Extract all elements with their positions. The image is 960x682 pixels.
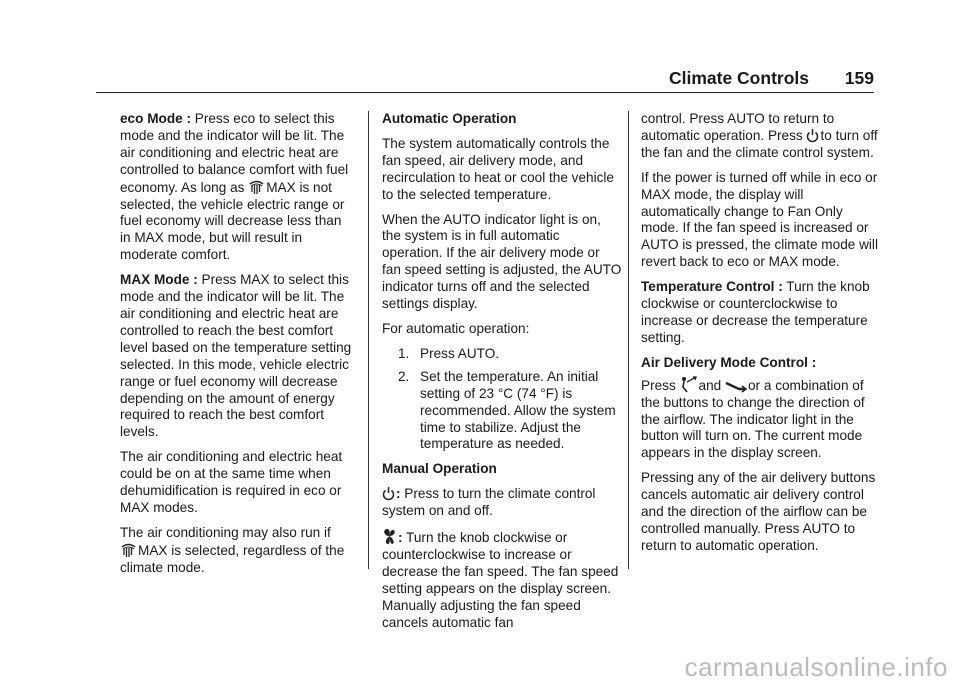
column-right bbox=[641, 111, 879, 563]
floor-mode-icon bbox=[725, 380, 747, 393]
eco-mode-label: eco Mode : bbox=[120, 111, 191, 126]
eco-mode-paragraph bbox=[120, 111, 352, 264]
ac-paragraph bbox=[120, 525, 352, 577]
automatic-steps-list bbox=[382, 346, 622, 453]
column-divider bbox=[368, 111, 369, 569]
watermark: carmanualsonline.info bbox=[684, 652, 948, 682]
power-icon bbox=[806, 128, 819, 143]
step-number: 1. bbox=[398, 345, 410, 361]
defrost-max-icon bbox=[120, 542, 137, 558]
power-paragraph bbox=[382, 486, 622, 520]
air-delivery-heading: Air Delivery Mode Control : bbox=[641, 354, 817, 370]
air-text-3: or a combination of the buttons to change the direction of the airflow. The indicator light in the button will turn on. The current mode appears in the display screen. bbox=[641, 377, 865, 461]
step-text: Set the temperature. An initial setting of 23 °C (74 °F) is recommended. Allow the system time to stabilize. Adjust the temperature as needed. bbox=[420, 368, 616, 452]
eco-mode-text-2: MAX is not selected, the vehicle electric range or fuel economy will decrease less than in MAX mode, but will result in moderate comfort. bbox=[120, 179, 345, 263]
section-title: Climate Controls bbox=[668, 68, 809, 88]
max-mode-label: MAX Mode : bbox=[120, 272, 198, 288]
fan-label: : bbox=[398, 530, 403, 546]
pressing-paragraph: Pressing any of the air delivery buttons cancels automatic air delivery control and the direction of the airflow can be controlled manually. Press AUTO to return to automatic operation. bbox=[641, 470, 876, 553]
fan-text: Turn the knob clockwise or counterclockwise to increase or decrease the fan speed. The fan speed setting appears on the display screen. Manually adjusting the fan speed cancels automatic fan bbox=[382, 530, 619, 630]
step-text: Press AUTO. bbox=[420, 345, 500, 361]
max-mode-text: Press MAX to select this mode and the indicator will be lit. The air conditioning and electric heat are controlled to reach the best comfort level based on the temperature setting selected. In this mode, vehicle electric range or fuel economy will decrease depending on the amount of energy required to reach the best comfort levels. bbox=[120, 272, 352, 440]
ac-text-1: The air conditioning may also run if bbox=[120, 524, 331, 540]
temperature-text: Turn the knob clockwise or counterclockwise to increase or decrease the temperature setting. bbox=[641, 279, 870, 345]
air-text-1: Press bbox=[641, 377, 680, 393]
eco-mode-text-1: Press eco to select this mode and the indicator will be lit. The air conditioning and electric heat are controlled to balance comfort with fuel economy. As long as bbox=[120, 111, 349, 195]
fan-icon bbox=[382, 528, 397, 545]
air-text-2: and bbox=[698, 377, 725, 393]
max-mode-paragraph bbox=[120, 272, 352, 441]
automatic-operation-heading: Automatic Operation bbox=[382, 111, 517, 126]
power-text: Press to turn the climate control system on and off. bbox=[382, 486, 596, 519]
column-middle bbox=[382, 111, 622, 639]
defrost-max-icon bbox=[248, 179, 265, 195]
power-icon bbox=[382, 486, 395, 501]
vent-mode-icon bbox=[680, 376, 698, 393]
list-item bbox=[382, 369, 622, 454]
page-header bbox=[96, 60, 874, 93]
power-label: : bbox=[396, 486, 401, 502]
continued-paragraph bbox=[641, 111, 879, 162]
manual-operation-heading: Manual Operation bbox=[382, 461, 497, 477]
fan-paragraph bbox=[382, 528, 622, 631]
column-divider bbox=[628, 111, 629, 569]
continued-text-2: to turn off the fan and the climate control system. bbox=[641, 127, 878, 160]
dehumidification-paragraph: The air conditioning and electric heat could be on at the same time when dehumidification is required in eco or MAX modes. bbox=[120, 449, 343, 515]
column-left bbox=[120, 111, 352, 585]
auto-paragraph-1: The system automatically controls the fan speed, air delivery mode, and recirculation to heat or cool the vehicle to the selected temperature. bbox=[382, 135, 614, 202]
temperature-paragraph bbox=[641, 279, 879, 347]
list-item bbox=[382, 346, 622, 363]
power-off-paragraph: If the power is turned off while in eco or MAX mode, the display will automatically change to Fan Only mode. If the fan speed is increased or AUTO is pressed, the climate mode will revert back to eco or MAX mode. bbox=[641, 169, 878, 270]
page-number: 159 bbox=[844, 68, 874, 88]
temperature-label: Temperature Control : bbox=[641, 279, 783, 295]
step-number: 2. bbox=[398, 368, 410, 384]
air-delivery-paragraph bbox=[641, 376, 879, 463]
ac-text-2: MAX is selected, regardless of the climate mode. bbox=[120, 542, 345, 575]
continued-text-1: control. Press AUTO to return to automatic operation. Press bbox=[641, 111, 835, 143]
auto-paragraph-3: For automatic operation: bbox=[382, 320, 530, 336]
auto-paragraph-2: When the AUTO indicator light is on, the system is in full automatic operation. If the air delivery mode or fan speed setting is adjusted, the AUTO indicator turns off and the selected settings display. bbox=[382, 211, 622, 312]
